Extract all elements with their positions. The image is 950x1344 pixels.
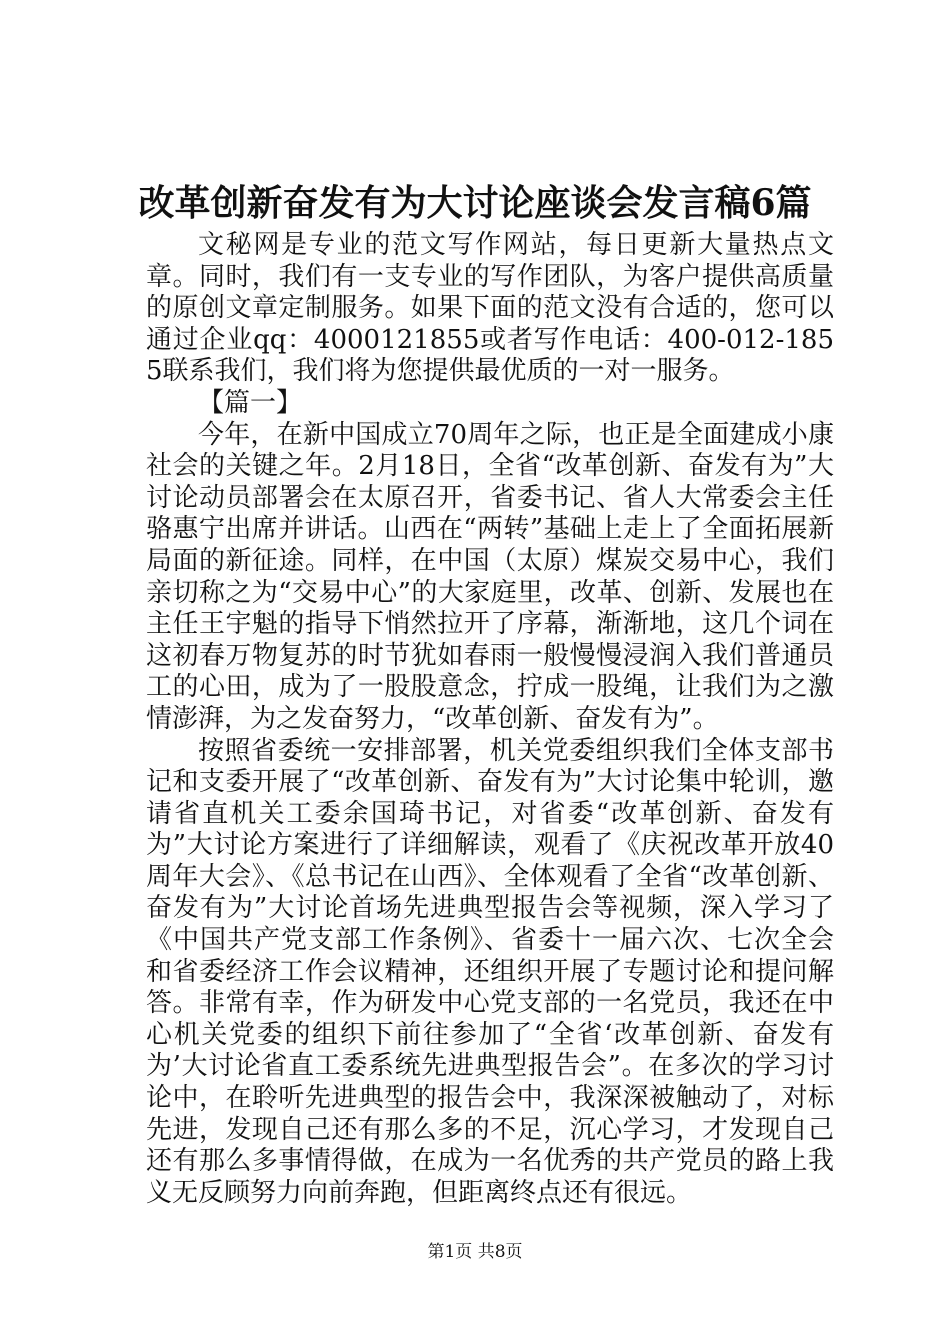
- document-title: 改革创新奋发有为大讨论座谈会发言稿6篇: [138, 182, 812, 224]
- document-body: [146, 230, 834, 1209]
- page-number-footer: 第1页 共8页: [427, 1242, 523, 1262]
- body-paragraph: 今年，在新中国成立70周年之际，也正是全面建成小康社会的关键之年。2月18日，全省“改革创新、奋发有为”大讨论动员部署会在太原召开，省委书记、省人大常委会主任骆惠宁出席并讲话。山西在“两转”基础上走上了全面拓展新局面的新征途。同样，在中国（太原）煤炭交易中心，我们亲切称之为“交易中心”的大家庭里，改革、创新、发展也在主任王宇魁的指导下悄然拉开了序幕，渐渐地，这几个词在这初春万物复苏的时节犹如春雨一般慢慢浸润入我们普通员工的心田，成为了一股股意念，拧成一股绳，让我们为之激情澎湃，为之发奋努力，“改革创新、奋发有为”。: [146, 419, 834, 734]
- section-heading: 【篇一】: [198, 387, 303, 418]
- body-paragraph: 按照省委统一安排部署，机关党委组织我们全体支部书记和支委开展了“改革创新、奋发有为”大讨论集中轮训，邀请省直机关工委余国琦书记，对省委“改革创新、奋发有为”大讨论方案进行了详细解读，观看了《庆祝改革开放40周年大会》、《总书记在山西》、全体观看了全省“改革创新、奋发有为”大讨论首场先进典型报告会等视频，深入学习了《中国共产党支部工作条例》、省委十一届六次、七次全会和省委经济工作会议精神，还组织开展了专题讨论和提问解答。非常有幸，作为研发中心党支部的一名党员，我还在中心机关党委的组织下前往参加了“全省‘改革创新、奋发有为’大讨论省直工委系统先进典型报告会”。在多次的学习讨论中，在聆听先进典型的报告会中，我深深被触动了，对标先进，发现自己还有那么多的不足，沉心学习，才发现自己还有那么多事情得做，在成为一名优秀的共产党员的路上我义无反顾努力向前奔跑，但距离终点还有很远。: [146, 735, 834, 1208]
- intro-paragraph: 文秘网是专业的范文写作网站，每日更新大量热点文章。同时，我们有一支专业的写作团队，为客户提供高质量的原创文章定制服务。如果下面的范文没有合适的，您可以通过企业qq：4000121855或者写作电话：400-012-1855联系我们，我们将为您提供最优质的一对一服务。: [146, 230, 834, 387]
